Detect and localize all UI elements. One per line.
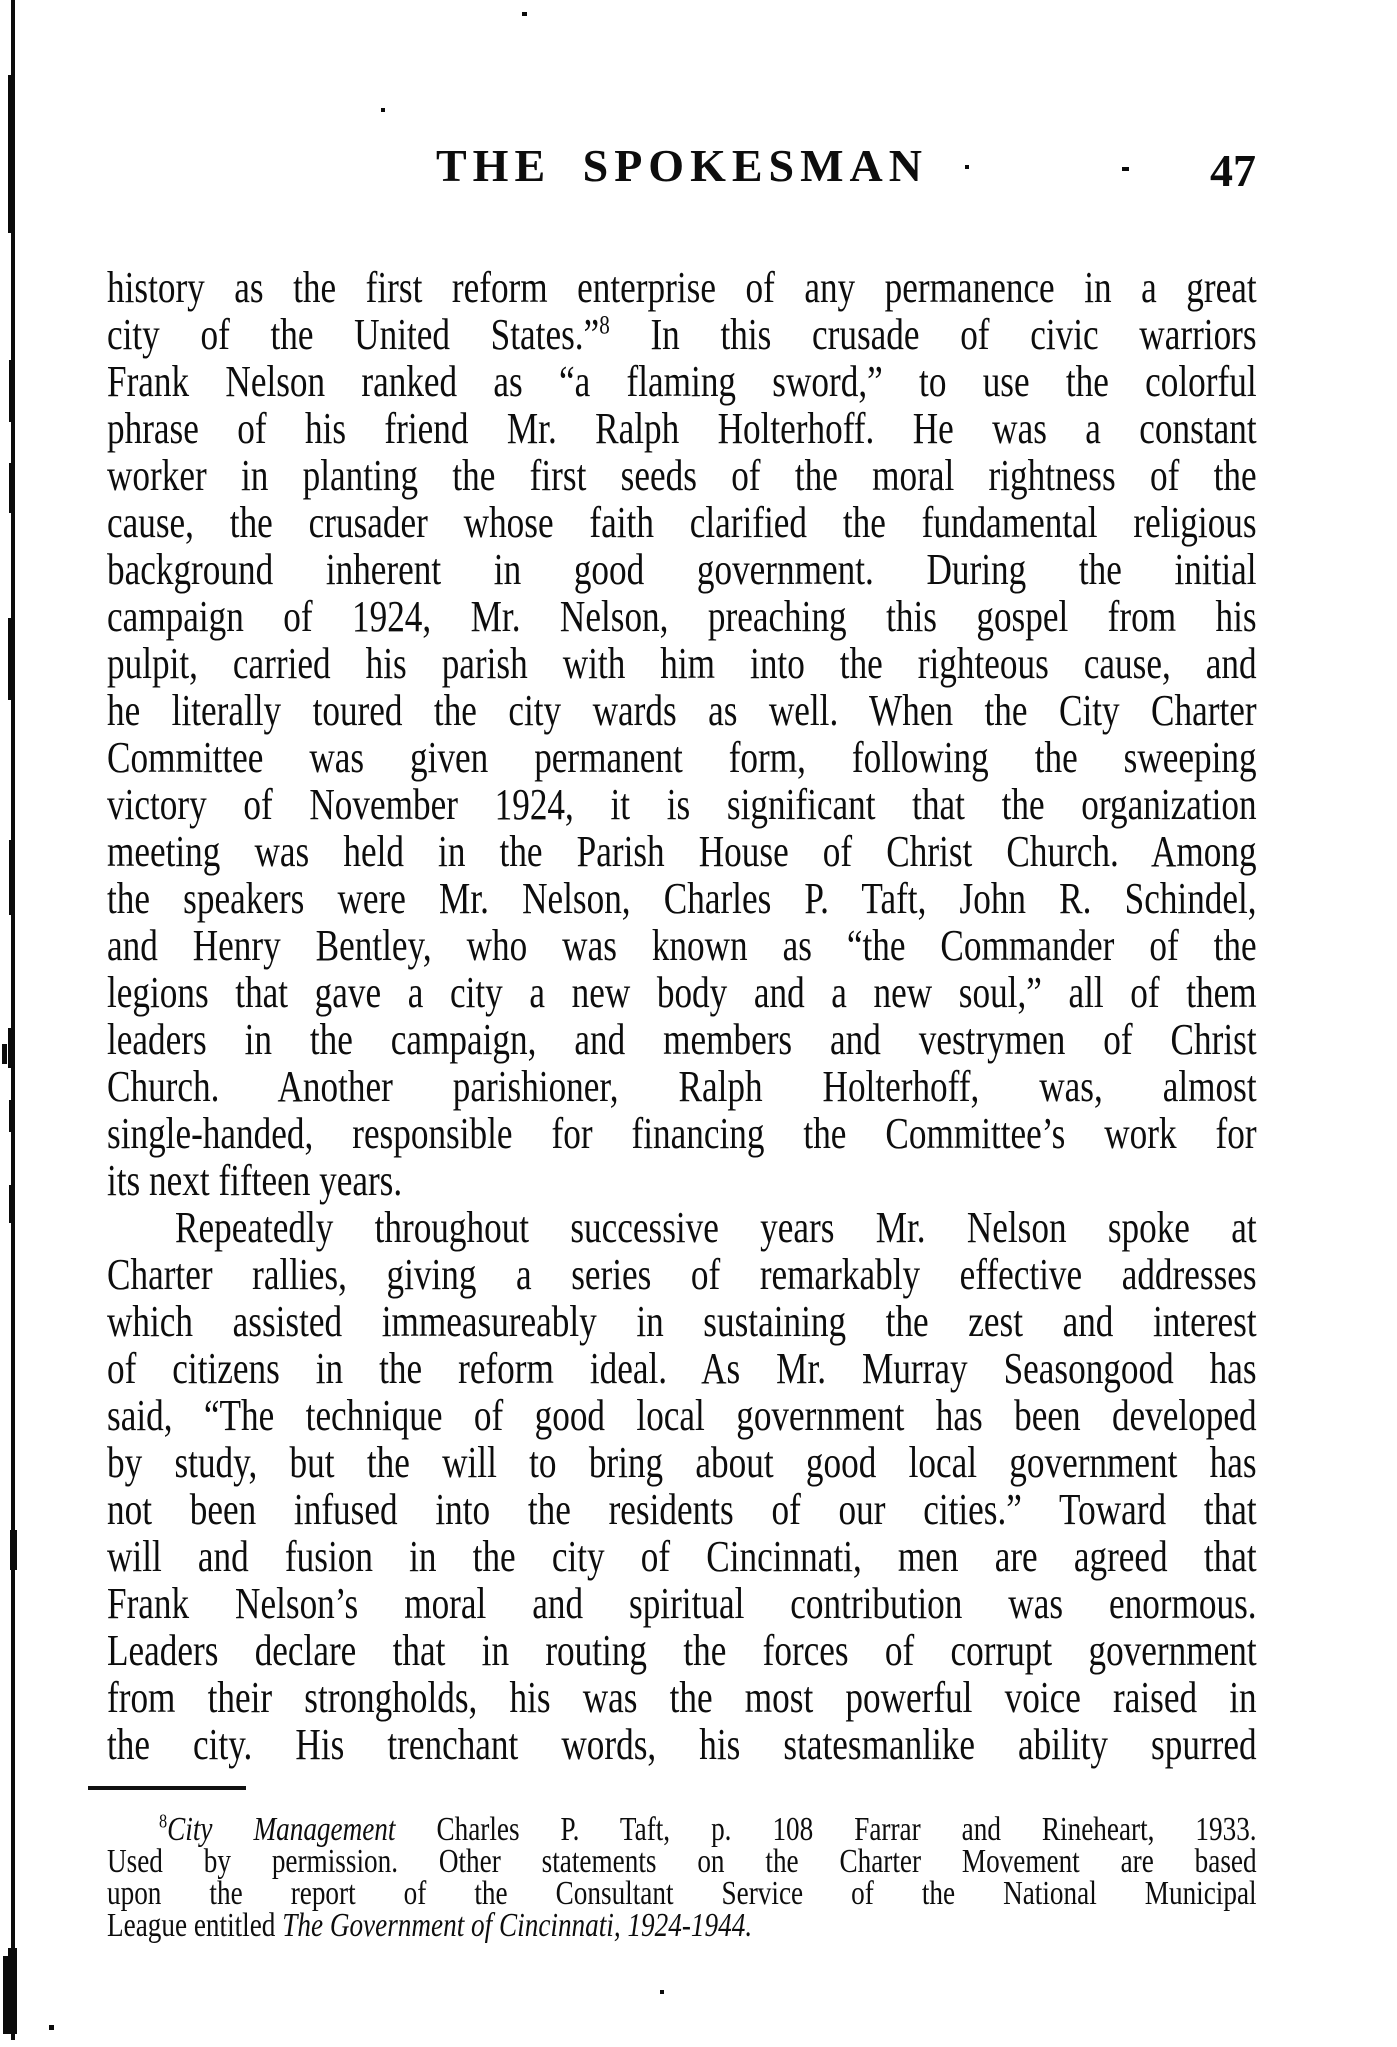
scan-artifact-left-line-segment [9, 360, 14, 422]
text-line: said, “The technique of good local government has been developed [107, 1391, 1257, 1440]
scan-artifact-left-line-segment [8, 618, 15, 700]
text-line: League entitled The Government of Cincinnati, 1924-1944. [107, 1907, 753, 1944]
text-line: upon the report of the Consultant Service of the National Municipal [107, 1875, 1257, 1912]
text-line: he literally toured the city wards as well. When the City Charter [107, 686, 1257, 735]
text-line: will and fusion in the city of Cincinnati, men are agreed that [107, 1532, 1257, 1581]
text-line: its next fifteen years. [107, 1156, 403, 1205]
footnote [107, 1810, 1257, 1944]
scan-artifact-speck [965, 165, 969, 169]
footnote-rule [88, 1786, 246, 1790]
text-line: from their strongholds, his was the most powerful voice raised in [107, 1673, 1257, 1722]
scan-artifact-speck [660, 1990, 664, 1994]
text-line: and Henry Bentley, who was known as “the Commander of the [107, 921, 1257, 970]
scan-artifact-left-line-segment [9, 840, 15, 915]
text-line: Committee was given permanent form, following the sweeping [107, 733, 1257, 782]
text-line: Charter rallies, giving a series of remarkably effective addresses [107, 1250, 1257, 1299]
text-line: Leaders declare that in routing the forces of corrupt government [107, 1626, 1257, 1675]
scan-artifact-left-line-segment [8, 75, 15, 233]
scan-artifact-left-speck [2, 1044, 7, 1064]
text-line: worker in planting the first seeds of the moral rightness of the [107, 451, 1257, 500]
scan-artifact-left-line [11, 0, 15, 2040]
text-line: legions that gave a city a new body and a new soul,” all of them [107, 968, 1257, 1017]
text-line: the speakers were Mr. Nelson, Charles P. Taft, John R. Schindel, [107, 874, 1257, 923]
text-line: Used by permission. Other statements on the Charter Movement are based [107, 1843, 1257, 1880]
text-line: history as the first reform enterprise of any permanence in a great [107, 263, 1257, 312]
scan-artifact-left-line-segment [9, 1185, 15, 1223]
text-line: phrase of his friend Mr. Ralph Holterhoff. He was a constant [107, 404, 1257, 453]
text-line: which assisted immeasureably in sustaining the zest and interest [107, 1297, 1257, 1346]
page-title: THE SPOKESMAN [435, 140, 928, 191]
text-line: by study, but the will to bring about good local government has [107, 1438, 1257, 1487]
text-line: leaders in the campaign, and members and vestrymen of Christ [107, 1015, 1257, 1064]
text-line: Repeatedly throughout successive years Mr. Nelson spoke at [175, 1203, 1257, 1252]
text-line: Frank Nelson’s moral and spiritual contribution was enormous. [107, 1579, 1257, 1628]
paragraph [107, 264, 1257, 1204]
text-line: background inherent in good government. During the initial [107, 545, 1257, 594]
text-line: single-handed, responsible for financing the Committee’s work for [107, 1109, 1257, 1158]
text-line: meeting was held in the Parish House of Christ Church. Among [107, 827, 1257, 876]
scan-artifact-speck [1122, 167, 1129, 171]
text-line: $^8$City Management Charles P. Taft, p. 108 Farrar and Rineheart, 1933. [159, 1810, 1257, 1848]
scan-artifact-bottom-blob [8, 1948, 17, 1960]
text-line: Church. Another parishioner, Ralph Holterhoff, was, almost [107, 1062, 1257, 1111]
body-text [107, 264, 1257, 1768]
text-line: campaign of 1924, Mr. Nelson, preaching this gospel from his [107, 592, 1257, 641]
text-line: of citizens in the reform ideal. As Mr. Murray Seasongood has [107, 1344, 1257, 1393]
scan-artifact-bottom-blob [3, 1956, 17, 2034]
page-number: 47 [1210, 145, 1256, 196]
scan-artifact-left-line-segment [9, 463, 14, 513]
text-line: victory of November 1924, it is significant that the organization [107, 780, 1257, 829]
paragraph [107, 1204, 1257, 1768]
scan-artifact-left-line-segment [10, 1530, 17, 1570]
text-line: Frank Nelson ranked as “a flaming sword,” to use the colorful [107, 357, 1257, 406]
text-line: city of the United States.”$^8$ In this crusade of civic warriors [107, 309, 1257, 359]
scan-artifact-speck [381, 108, 385, 112]
scan-artifact-speck [49, 2025, 54, 2030]
scan-artifact-speck [522, 12, 527, 16]
scan-artifact-left-line-segment [8, 1028, 15, 1068]
scan-artifact-left-line-segment [9, 1100, 15, 1132]
text-line: pulpit, carried his parish with him into the righteous cause, and [107, 639, 1257, 688]
text-line: the city. His trenchant words, his statesmanlike ability spurred [107, 1720, 1257, 1769]
text-line: cause, the crusader whose faith clarified the fundamental religious [107, 498, 1257, 547]
text-line: not been infused into the residents of our cities.” Toward that [107, 1485, 1257, 1534]
